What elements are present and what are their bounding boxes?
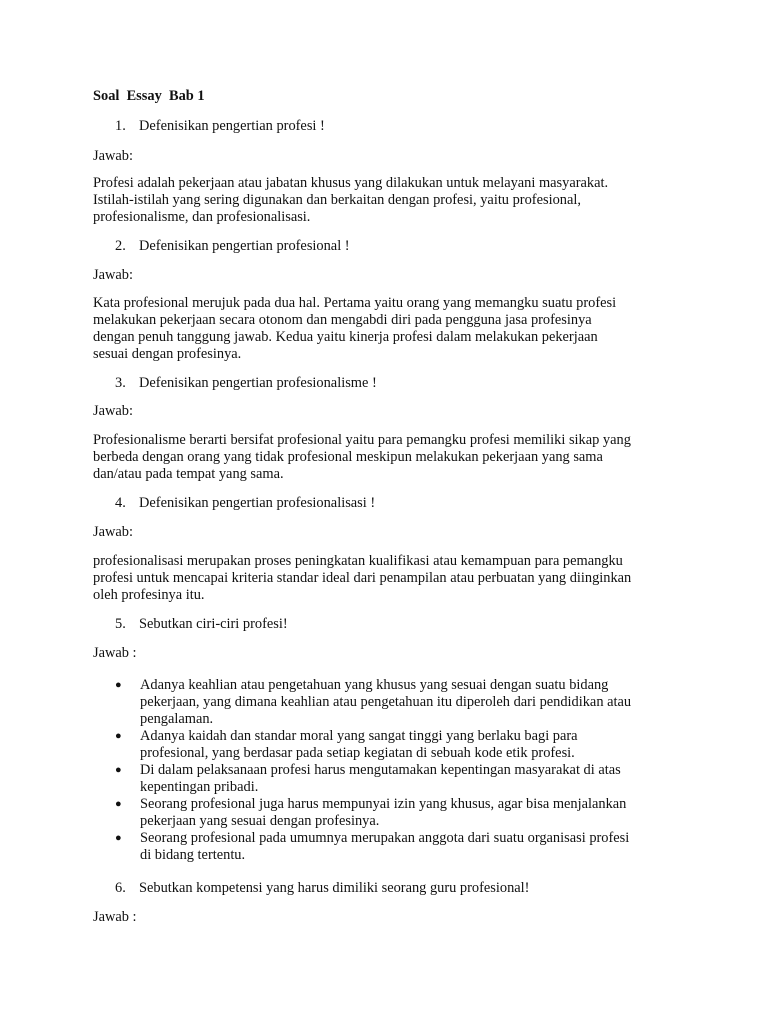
answer-1 [93, 175, 608, 226]
document-title: Soal Essay Bab 1 [93, 88, 205, 104]
answer-line: profesi untuk mencapai kriteria standar ideal dari penampilan atau perbuatan yang diinginkan [93, 570, 632, 586]
list-item-line: Adanya kaidah dan standar moral yang sangat tinggi yang berlaku bagi para [140, 728, 578, 744]
question-number: 1. [115, 118, 126, 134]
list-item [113, 830, 631, 864]
question-text: Defenisikan pengertian profesionalisme ! [139, 375, 377, 391]
question-text: Sebutkan ciri-ciri profesi! [139, 616, 288, 632]
list-item-line: Seorang profesional pada umumnya merupakan anggota dari suatu organisasi profesi [140, 830, 630, 846]
answer-line: berbeda dengan orang yang tidak profesional meskipun melakukan pekerjaan yang sama [93, 449, 603, 465]
answer-line: Profesi adalah pekerjaan atau jabatan khusus yang dilakukan untuk melayani masyarakat. [93, 175, 609, 191]
question-4 [115, 495, 375, 512]
question-text: Sebutkan kompetensi yang harus dimiliki seorang guru profesional! [139, 880, 530, 896]
list-item-line: profesional, yang berdasar pada setiap kegiatan di sebuah kode etik profesi. [140, 745, 575, 761]
question-1 [115, 118, 325, 135]
list-item-line: kepentingan pribadi. [140, 779, 259, 795]
list-item [113, 728, 631, 762]
answer-label: Jawab : [93, 909, 137, 925]
bullet-icon: ● [115, 798, 122, 810]
question-number: 6. [115, 880, 126, 896]
answer-line: dengan penuh tanggung jawab. Kedua yaitu kinerja profesi dalam melakukan pekerjaan [93, 329, 598, 345]
question-text: Defenisikan pengertian profesi ! [139, 118, 325, 134]
bullet-list [113, 677, 631, 864]
question-number: 5. [115, 616, 126, 632]
question-number: 2. [115, 238, 126, 254]
question-number: 4. [115, 495, 126, 511]
answer-line: profesionalisasi merupakan proses peningkatan kualifikasi atau kemampuan para pemangku [93, 553, 623, 569]
question-number: 3. [115, 375, 126, 391]
answer-label: Jawab: [93, 148, 133, 164]
bullet-icon: ● [115, 832, 122, 844]
answer-line: melakukan pekerjaan secara otonom dan mengabdi diri pada pengguna jasa profesinya [93, 312, 592, 328]
answer-label: Jawab: [93, 267, 133, 283]
answer-label: Jawab: [93, 403, 133, 419]
list-item-line: pengalaman. [140, 711, 214, 727]
answer-4 [93, 553, 631, 604]
answer-line: sesuai dengan profesinya. [93, 346, 242, 362]
list-item-line: pekerjaan, yang dimana keahlian atau pengetahuan itu diperoleh dari pendidikan atau [140, 694, 632, 710]
list-item [113, 796, 631, 830]
question-text: Defenisikan pengertian profesionalisasi ! [139, 495, 376, 511]
question-5 [115, 616, 288, 633]
question-3 [115, 375, 377, 392]
answer-line: oleh profesinya itu. [93, 587, 205, 603]
bullet-icon: ● [115, 730, 122, 742]
list-item [113, 762, 631, 796]
answer-line: dan/atau pada tempat yang sama. [93, 466, 284, 482]
answer-label: Jawab : [93, 645, 137, 661]
list-item-line: Seorang profesional juga harus mempunyai izin yang khusus, agar bisa menjalankan [140, 796, 627, 812]
answer-2 [93, 295, 616, 363]
answer-3 [93, 432, 631, 483]
list-item [113, 677, 631, 728]
answer-line: profesionalisme, dan profesionalisasi. [93, 209, 311, 225]
answer-line: Profesionalisme berarti bersifat profesional yaitu para pemangku profesi memiliki sikap yang [93, 432, 631, 448]
question-text: Defenisikan pengertian profesional ! [139, 238, 350, 254]
question-6 [115, 880, 529, 897]
list-item-line: Di dalam pelaksanaan profesi harus mengutamakan kepentingan masyarakat di atas [140, 762, 621, 778]
answer-line: Istilah-istilah yang sering digunakan dan berkaitan dengan profesi, yaitu profesional, [93, 192, 581, 208]
list-item-line: di bidang tertentu. [140, 847, 246, 863]
answer-line: Kata profesional merujuk pada dua hal. Pertama yaitu orang yang memangku suatu profesi [93, 295, 617, 311]
bullet-icon: ● [115, 764, 122, 776]
list-item-line: pekerjaan yang sesuai dengan profesinya. [140, 813, 380, 829]
list-item-line: Adanya keahlian atau pengetahuan yang khusus yang sesuai dengan suatu bidang [140, 677, 609, 693]
answer-label: Jawab: [93, 524, 133, 540]
bullet-icon: ● [115, 679, 122, 691]
question-2 [115, 238, 350, 255]
